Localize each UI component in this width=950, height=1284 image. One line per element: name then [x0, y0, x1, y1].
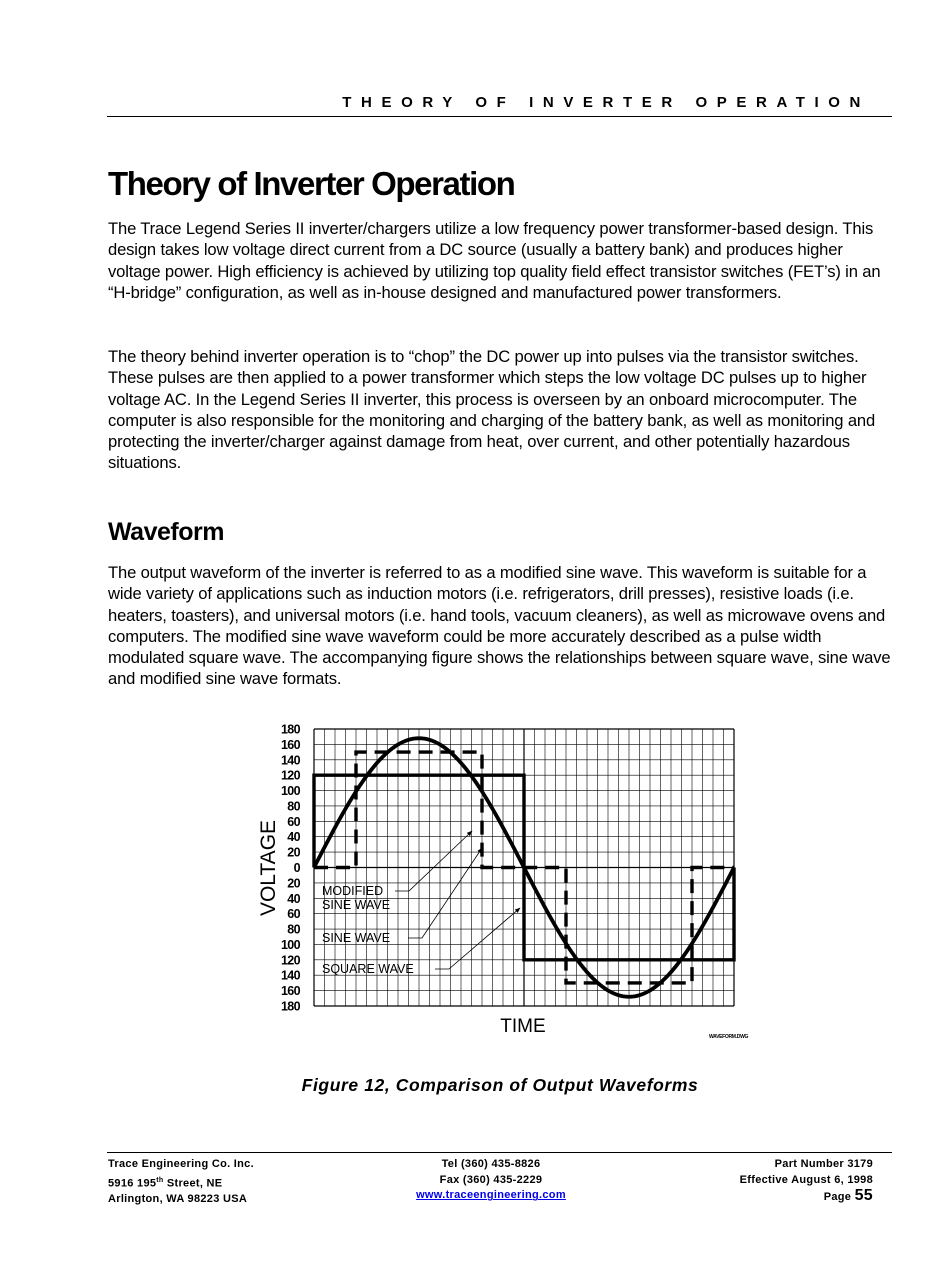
section-title-waveform: Waveform [108, 518, 224, 546]
y-tick-label: 40 [287, 830, 300, 845]
waveform-chart [250, 718, 770, 1048]
y-tick-label: 180 [280, 722, 300, 737]
y-tick-labels [281, 723, 301, 1014]
footer-contact [380, 1157, 602, 1204]
y-tick-label: 160 [280, 984, 300, 999]
leader-arrow [395, 831, 472, 891]
y-tick-label: 100 [280, 937, 300, 952]
footer-rule [107, 1152, 892, 1153]
running-header: THEORY OF INVERTER OPERATION [342, 94, 870, 111]
footer-tel: Tel (360) 435-8826 [441, 1158, 541, 1170]
x-axis-label: TIME [500, 1016, 546, 1037]
y-tick-label: 120 [280, 953, 300, 968]
y-tick-label: 20 [287, 845, 300, 860]
footer-fax: Fax (360) 435-2229 [439, 1173, 543, 1186]
series-label-text: MODIFIED SINE WAVE [322, 884, 391, 912]
y-tick-label: 180 [280, 999, 300, 1014]
label-modified-sine-wave [322, 831, 472, 912]
footer-website-link[interactable]: www.traceengineering.com [416, 1189, 566, 1202]
header-rule [107, 116, 892, 117]
footer-effective-date: Effective August 6, 1998 [739, 1173, 873, 1186]
page-title: Theory of Inverter Operation [108, 165, 515, 202]
y-tick-label: 140 [280, 753, 300, 768]
figure-caption: Figure 12, Comparison of Output Waveforms [301, 1075, 699, 1095]
footer-city: Arlington, WA 98223 USA [108, 1193, 248, 1206]
footer-street: 5916 195th Street, NE [108, 1176, 223, 1190]
drawing-filename-label: WAVEFORM.DWG [709, 1034, 749, 1040]
y-tick-label: 80 [287, 799, 300, 814]
series-label-text: SINE WAVE [322, 931, 391, 945]
footer-part-number: Part Number 3179 [774, 1158, 873, 1170]
footer-doc-info [740, 1157, 873, 1206]
intro-paragraph-2: The theory behind inverter operation is to “chop” the DC power up into pulses via the transistor switches. These pulses are then applied to a power transformer which steps the low voltage DC pulses up to higher voltage AC. In the Legend Series II inverter, this process is overseen by an onboard microcomputer. The computer is also responsible for the monitoring and charging of the battery bank, as well as monitoring and protecting the inverter/charger against damage from heat, over current, and other potentially hazardous situations. [108, 347, 876, 473]
y-tick-label: 160 [280, 737, 300, 752]
y-tick-label: 140 [280, 968, 300, 983]
y-tick-label: 80 [287, 922, 300, 937]
intro-paragraph-1: The Trace Legend Series II inverter/chargers utilize a low frequency power transformer-based design. This design takes low voltage direct current from a DC source (usually a battery bank) and produces higher voltage power. High efficiency is achieved by utilizing top quality field effect transistor switches (FET’s) in an “H-bridge” configuration, as well as in-house designed and manufactured power transformers. [108, 219, 881, 302]
y-tick-label: 0 [293, 861, 300, 875]
series-labels [322, 831, 520, 976]
waveform-paragraph: The output waveform of the inverter is referred to as a modified sine wave. This waveform is suitable for a wide variety of applications such as induction motors (i.e. refrigerators, drill presses), resistive loads (i.e. heaters, toasters), and universal motors (i.e. hand tools, vacuum cleaners), as well as microwave ovens and computers. The modified sine wave waveform could be more accurately described as a pulse width modulated square wave. The accompanying figure shows the relationships between square wave, sine wave and modified sine wave formats. [108, 563, 891, 689]
page-number: 55 [854, 1187, 873, 1205]
y-tick-label: 60 [287, 814, 300, 829]
y-tick-label: 60 [287, 907, 300, 922]
footer-page: Page 55 [823, 1187, 873, 1205]
y-axis-label: VOLTAGE [257, 819, 280, 917]
series-label-text: SQUARE WAVE [322, 962, 414, 976]
waveform-figure [250, 718, 770, 1048]
y-tick-label: 40 [287, 891, 300, 906]
footer-address [108, 1157, 254, 1208]
y-tick-label: 20 [287, 876, 300, 891]
y-tick-label: 100 [280, 784, 300, 799]
footer-company: Trace Engineering Co. Inc. [108, 1158, 254, 1170]
y-tick-label: 120 [280, 768, 300, 783]
